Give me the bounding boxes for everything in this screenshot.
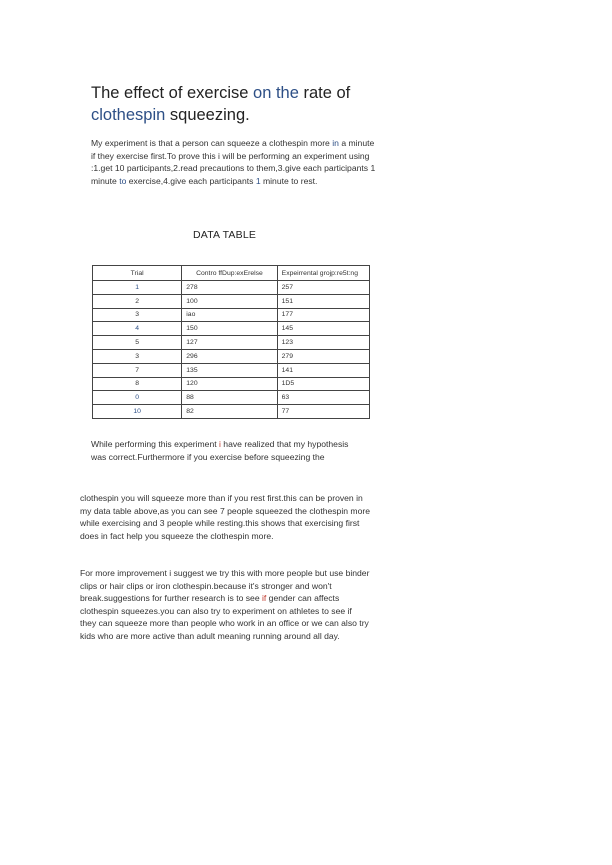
experimental-cell: 1D5: [277, 377, 369, 391]
text-run-highlight: if: [262, 593, 267, 604]
table-row: [93, 349, 370, 363]
control-cell: 296: [182, 349, 277, 363]
trial-cell: 7: [93, 363, 182, 377]
text-run: My experiment is that a person can squeeze a clothespin more: [91, 138, 333, 148]
document-title: [91, 82, 391, 126]
text-run: For more improvement i suggest we try this with more people but use binder clips or hair clips or iron clothespin.because it's stronger and won't break.suggestions for further research is to see: [80, 568, 370, 604]
text-run: gender can affects clothespin squeezes.you can also try to experiment on athletes to see if they can squeeze more than people who work in an office or we can also try kids who are more active than adult meaning running around all day.: [80, 593, 369, 641]
trial-cell: 10: [93, 405, 182, 419]
control-cell: 100: [182, 294, 277, 308]
text-run-highlight: in: [332, 138, 339, 148]
table-row: [93, 336, 370, 350]
text-run: have realized that my hypothesis was correct.Furthermore if you exercise before squeezing the: [91, 439, 349, 462]
trial-cell: 4: [93, 322, 182, 336]
table-row: [93, 405, 370, 419]
title-text: rate of: [298, 84, 351, 102]
table-row: [93, 391, 370, 405]
table-row: [93, 363, 370, 377]
control-cell: 278: [182, 281, 277, 295]
trial-cell: 0: [93, 391, 182, 405]
header-experimental-group: Expeirrental grojp:re5t:ng: [277, 266, 369, 281]
trial-cell: 1: [93, 281, 182, 295]
title-text: squeezing.: [165, 106, 250, 124]
data-table: [92, 265, 370, 419]
trial-cell: 2: [93, 294, 182, 308]
table-row: [93, 294, 370, 308]
table-header-row: [93, 266, 370, 281]
control-cell: iao: [182, 308, 277, 322]
text-run-highlight: i: [219, 439, 221, 449]
title-text-highlight: on the: [253, 84, 299, 102]
text-run-highlight: to: [119, 175, 127, 186]
experimental-cell: 177: [277, 308, 369, 322]
table-row: [93, 308, 370, 322]
text-run: exercise,4.give each participants: [126, 175, 256, 186]
trial-cell: 8: [93, 377, 182, 391]
text-run: a minute if they exercise first.To prove this i will be performing an experiment using :1.get 10 participants,2.read precautions to them,3.give each participants 1 minute: [91, 138, 376, 186]
conclusion-paragraph: [91, 438, 351, 463]
improvement-paragraph: [80, 567, 370, 643]
experimental-cell: 257: [277, 281, 369, 295]
text-run-highlight: 1: [255, 175, 261, 186]
header-trial: Trial: [93, 266, 182, 281]
experimental-cell: 63: [277, 391, 369, 405]
control-cell: 135: [182, 363, 277, 377]
experimental-cell: 151: [277, 294, 369, 308]
table-row: [93, 322, 370, 336]
trial-cell: 3: [93, 349, 182, 363]
header-control-group: Contro ffDup:exErelse: [182, 266, 277, 281]
control-cell: 88: [182, 391, 277, 405]
trial-cell: 3: [93, 308, 182, 322]
experimental-cell: 123: [277, 336, 369, 350]
control-cell: 120: [182, 377, 277, 391]
title-text-highlight: clothespin: [91, 106, 166, 124]
control-cell: 150: [182, 322, 277, 336]
table-heading: DATA TABLE: [193, 229, 257, 241]
table-row: [93, 377, 370, 391]
experimental-cell: 279: [277, 349, 369, 363]
trial-cell: 5: [93, 336, 182, 350]
experimental-cell: 141: [277, 363, 369, 377]
control-cell: 127: [182, 336, 277, 350]
title-text: The effect of exercise: [91, 84, 254, 102]
control-cell: 82: [182, 405, 277, 419]
experimental-cell: 145: [277, 322, 369, 336]
intro-paragraph: [91, 137, 376, 187]
conclusion-continued-paragraph: clothespin you will squeeze more than if you rest first.this can be proven in my data table above,as you can see 7 people squeezed the clothespin more while exercising and 3 people while resting.this shows that exercising first does in fact help you squeeze the clothespin more.: [80, 493, 370, 541]
experimental-cell: 77: [277, 405, 369, 419]
table-row: [93, 281, 370, 295]
text-run: minute to rest.: [260, 175, 318, 186]
text-run: While performing this experiment: [91, 439, 219, 449]
